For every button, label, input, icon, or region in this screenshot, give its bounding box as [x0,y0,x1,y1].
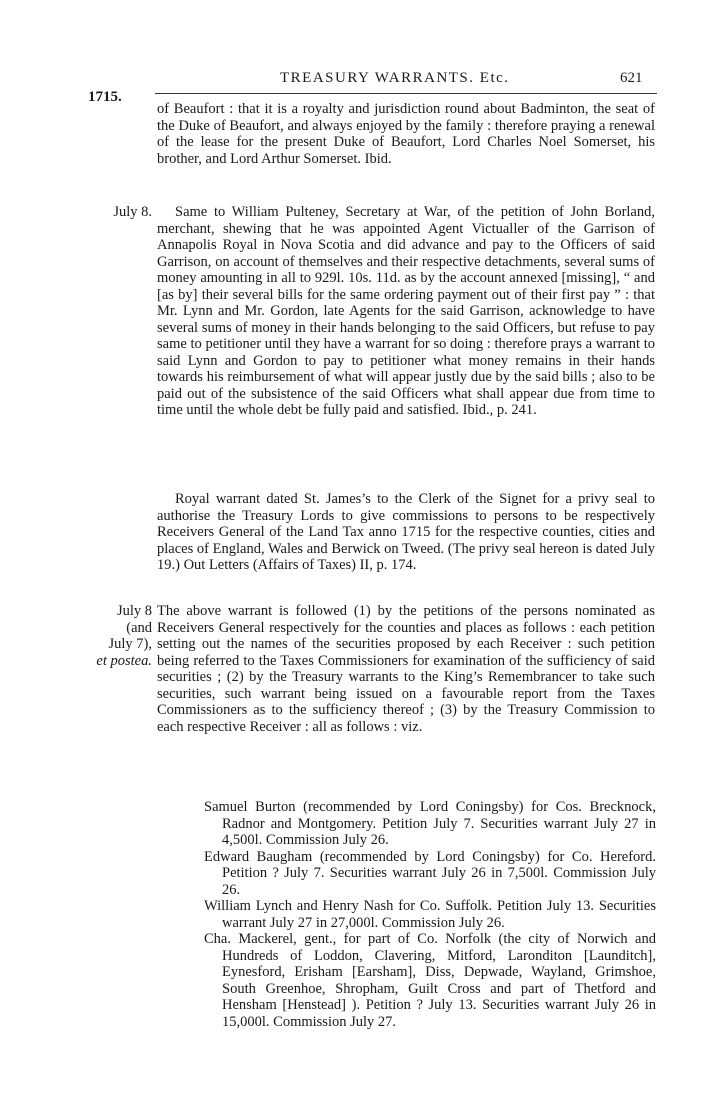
margin-date-july-8-et-postea [80,603,152,669]
list-item-edward-baugham: Edward Baugham (recommended by Lord Coningsby) for Co. Hereford. Petition ? July 7. Securities warrant July 26 in 7,500l. Commission July 26. [204,848,656,898]
receivers-list [204,799,656,1030]
margin-date-july-8: July 8. [113,204,152,220]
paragraph-royal-warrant: Royal warrant dated St. James’s to the Clerk of the Signet for a privy seal to authorise the Treasury Lords to give commissions to persons to be respectively Receivers General of the Land Tax anno 1715 for the respective counties, cities and places of England, Wales and Berwick on Tweed. (The privy seal hereon is dated July 19.) Out Letters (Affairs of Taxes) II, p. 174. [157,491,655,573]
margin-line: (and [126,619,152,636]
margin-line: July 7), [108,636,152,652]
margin-line: July 8 [116,603,152,619]
paragraph-pulteney-petition: Same to William Pulteney, Secretary at War, of the petition of John Borland, merchant, shewing that he was appointed Agent Victualler of the Garrison of Annapolis Royal in Nova Scotia and did advance and pay to the Officers of said Garrison, on account of themselves and their respective detachments, several sums of money amounting in all to 929l. 10s. 11d. as by the account annexed [missing], “ and [as by] their several bills for the same ordering payment out of their first pay ” : that Mr. Lynn and Mr. Gordon, late Agents for the said Garrison, acknowledge to have several sums of money in their hands belonging to the said Officers, but refuse to pay same to petitioner until they have a warrant for so doing : therefore prays a warrant to said Lynn and Gordon to pay to petitioner what money remains in their hands towards his reimbursement of what will appear justly due by the said bills ; also to be paid out of the subsistence of the said Officers what shall appear due from time to time until the whole debt be fully paid and satisfied. Ibid., p. 241. [157,204,655,418]
paragraph-beaufort: of Beaufort : that it is a royalty and jurisdiction round about Badminton, the seat of the Duke of Beaufort, and always enjoyed by the family : therefore praying a renewal of the lease for the present Duke of Beaufort, Lord Charles Noel Somerset, his brother, and Lord Arthur Somerset. Ibid. [157,101,655,167]
header-rule [155,93,657,94]
list-item-samuel-burton: Samuel Burton (recommended by Lord Coningsby) for Cos. Brecknock, Radnor and Montgomery. Petition July 7. Securities warrant July 27 in 4,500l. Commission July 26. [204,799,656,848]
page-number: 621 [620,70,643,86]
running-header-title: TREASURY WARRANTS. Etc. [280,70,510,86]
list-item-cha-mackerel: Cha. Mackerel, gent., for part of Co. Norfolk (the city of Norwich and Hundreds of Loddon, Clavering, Mitford, Laronditon [Launditch], Eynesford, Erisham [Earsham], Diss, Depwade, Wayland, Grimshoe, South Greenhoe, Shropham, Guilt Cross and part of Thetford and Hensham [Henstead] ). Petition ? July 13. Securities warrant July 26 in 15,000l. Commission July 27. [204,931,656,1030]
margin-line: et postea. [96,652,152,669]
paragraph-receivers-general: The above warrant is followed (1) by the petitions of the persons nominated as Receivers General respectively for the counties and places as follows : each petition setting out the names of the securities proposed by each Receiver : such petition being referred to the Taxes Commissioners for examination of the sufficiency of said securities ; (2) by the Treasury warrants to the King’s Remembrancer to take such securities, such warrant being issued on a favourable report from the Taxes Commissioners as to the sufficiency thereof ; (3) by the Treasury Commission to each respective Receiver : all as follows : viz. [157,603,655,735]
list-item-lynch-nash: William Lynch and Henry Nash for Co. Suffolk. Petition July 13. Securities warrant July 27 in 27,000l. Commission July 26. [204,898,656,931]
margin-year: 1715. [88,89,122,105]
